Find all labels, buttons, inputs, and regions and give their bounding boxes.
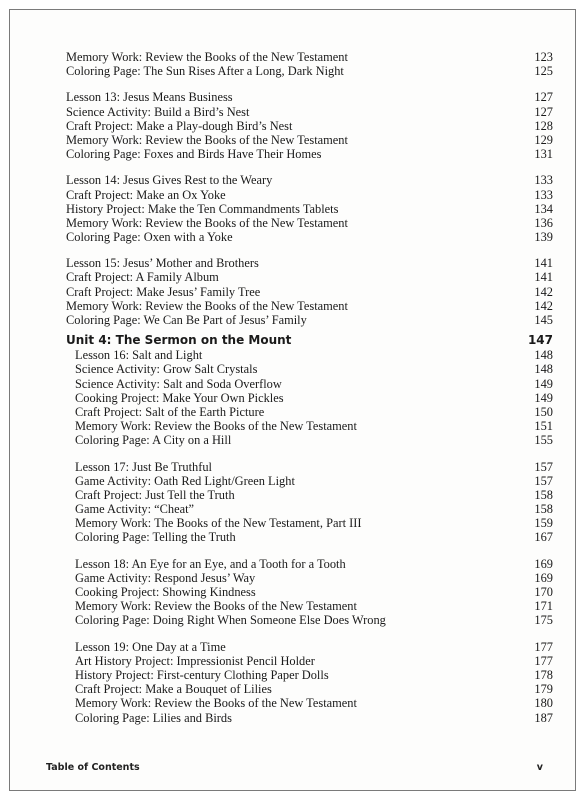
toc-entry-page: 145 [534, 313, 553, 327]
toc-entry [66, 460, 553, 474]
toc-entry-page: 177 [534, 653, 553, 668]
toc-entry-title: Memory Work: Review the Books of the New Testament [75, 696, 357, 711]
toc-entry [66, 348, 553, 362]
toc-entry [66, 391, 553, 405]
toc-entry-page: 159 [534, 516, 553, 531]
toc-entry-page: 142 [534, 298, 553, 313]
unit-heading-title: Unit 4: The Sermon on the Mount [66, 333, 292, 348]
toc-entry [66, 64, 553, 78]
toc-entry-title: Science Activity: Grow Salt Crystals [75, 362, 258, 377]
toc-entry-title: Science Activity: Build a Bird’s Nest [66, 104, 250, 119]
toc-entry [66, 668, 553, 682]
toc-entry-page: 155 [534, 433, 553, 448]
toc-entry-title: Craft Project: Salt of the Earth Picture [75, 404, 265, 419]
toc-entry-title: Memory Work: The Books of the New Testament, Part III [75, 516, 362, 531]
toc-entry-title: Lesson 16: Salt and Light [75, 348, 203, 363]
toc-entry [66, 313, 553, 327]
footer-page-number: v [536, 762, 543, 773]
toc-entry [66, 50, 553, 64]
toc-entry-title: Craft Project: Make a Bouquet of Lilies [75, 682, 272, 697]
toc-entry [66, 474, 553, 488]
toc-entry-title: Lesson 18: An Eye for an Eye, and a Tooth for a Tooth [75, 556, 346, 571]
toc-entry [66, 571, 553, 585]
toc-entry-page: 129 [534, 132, 553, 147]
toc-entry-title: Coloring Page: A City on a Hill [75, 433, 232, 448]
toc-entry [66, 299, 553, 313]
toc-entry-page: 167 [534, 530, 553, 545]
toc-entry-title: Craft Project: Make an Ox Yoke [66, 187, 226, 202]
toc-entry [66, 188, 553, 202]
toc-entry-title: Memory Work: Review the Books of the New Testament [66, 215, 348, 230]
toc-entry-title: Game Activity: Respond Jesus’ Way [75, 570, 256, 585]
toc-entry-page: 177 [534, 639, 553, 654]
toc-entry-title: Coloring Page: The Sun Rises After a Long, Dark Night [66, 64, 344, 79]
toc-entry-page: 158 [534, 502, 553, 517]
toc-entry [66, 405, 553, 419]
toc-entry [66, 230, 553, 244]
toc-entry [66, 147, 553, 161]
toc-entry-title: Cooking Project: Showing Kindness [75, 585, 256, 599]
toc-entry-page: 157 [534, 459, 553, 474]
toc-entry [66, 599, 553, 613]
toc-entry-title: Craft Project: Just Tell the Truth [75, 487, 235, 502]
toc-entry [66, 530, 553, 544]
unit-heading-page: 147 [527, 333, 553, 348]
toc-entry-title: Game Activity: Oath Red Light/Green Light [75, 473, 295, 488]
toc-entry-page: 178 [534, 667, 553, 682]
toc-entry [66, 119, 553, 133]
toc-entry-page: 158 [534, 487, 553, 502]
toc-entry-page: 127 [534, 90, 553, 105]
toc-entry [66, 285, 553, 299]
toc-entry [66, 711, 553, 725]
group-spacer [66, 244, 553, 256]
toc-entry-page: 125 [534, 64, 553, 79]
toc-entry [66, 640, 553, 654]
toc-entry-page: 139 [534, 230, 553, 245]
toc-entry-page: 127 [534, 104, 553, 119]
toc-entry-title: Coloring Page: Foxes and Birds Have Their Homes [66, 147, 322, 162]
toc-entry [66, 133, 553, 147]
toc-entry-title: Craft Project: Make Jesus’ Family Tree [66, 284, 261, 299]
toc-entry-page: 180 [534, 696, 553, 711]
toc-entry [66, 362, 553, 376]
group-spacer [66, 448, 553, 460]
toc-entry-title: Memory Work: Review the Books of the New Testament [75, 419, 357, 434]
toc-entry-title: Coloring Page: Oxen with a Yoke [66, 230, 233, 245]
toc-entry-page: 123 [534, 50, 553, 64]
toc-entry-title: Lesson 17: Just Be Truthful [75, 459, 213, 474]
toc-entry-page: 148 [534, 348, 553, 363]
toc-entry [66, 105, 553, 119]
toc-entry-title: Craft Project: Make a Play-dough Bird’s Nest [66, 118, 293, 133]
toc-entry-page: 150 [534, 404, 553, 419]
toc-entry-page: 149 [534, 376, 553, 391]
toc-entry [66, 516, 553, 530]
toc-entry-page: 148 [534, 362, 553, 377]
toc-entry [66, 613, 553, 627]
toc-entry-page: 151 [534, 419, 553, 434]
toc-entry [66, 557, 553, 571]
toc-entry [66, 696, 553, 710]
toc-entry [66, 173, 553, 187]
toc-entry-title: Lesson 15: Jesus’ Mother and Brothers [66, 256, 259, 271]
toc-entry-page: 133 [534, 187, 553, 202]
toc-entry-page: 133 [534, 173, 553, 188]
group-spacer [66, 161, 553, 173]
toc-entry-page: 170 [534, 585, 553, 599]
toc-entry-page: 175 [534, 613, 553, 628]
toc-entry-page: 131 [534, 147, 553, 162]
toc-entry [66, 502, 553, 516]
toc-entry-title: Memory Work: Review the Books of the New Testament [75, 599, 357, 614]
toc-entry [66, 654, 553, 668]
toc-entry [66, 90, 553, 104]
toc-entry [66, 419, 553, 433]
footer-section-title: Table of Contents [46, 762, 140, 773]
toc-entry [66, 488, 553, 502]
toc-entry-title: Memory Work: Review the Books of the New Testament [66, 50, 348, 64]
toc-entry-title: Coloring Page: Lilies and Birds [75, 710, 232, 725]
page-footer [46, 762, 543, 773]
toc-entry-page: 142 [534, 284, 553, 299]
toc-entry-page: 149 [534, 390, 553, 405]
toc-entry-page: 169 [534, 556, 553, 571]
toc-entry-title: Science Activity: Salt and Soda Overflow [75, 376, 282, 391]
toc-entry [66, 216, 553, 230]
toc-entry-page: 187 [534, 710, 553, 725]
toc-entry [66, 585, 553, 599]
toc-entry-title: Art History Project: Impressionist Pencil Holder [75, 653, 315, 668]
toc-entry [66, 682, 553, 696]
toc-entry-title: Memory Work: Review the Books of the New Testament [66, 298, 348, 313]
toc-entry-title: Lesson 13: Jesus Means Business [66, 90, 233, 105]
toc-entry-title: Lesson 14: Jesus Gives Rest to the Weary [66, 173, 273, 188]
toc-entry-page: 171 [534, 599, 553, 614]
group-spacer [66, 545, 553, 557]
toc-entry-title: History Project: Make the Ten Commandments Tablets [66, 201, 339, 216]
toc-entry-title: Game Activity: “Cheat” [75, 502, 195, 517]
toc-entry-title: Memory Work: Review the Books of the New Testament [66, 132, 348, 147]
group-spacer [66, 628, 553, 640]
toc-entry-title: Lesson 19: One Day at a Time [75, 639, 226, 654]
toc-entry-title: Coloring Page: Telling the Truth [75, 530, 236, 545]
toc-entry-title: Cooking Project: Make Your Own Pickles [75, 390, 284, 405]
toc-entry-page: 136 [534, 215, 553, 230]
toc-entry-page: 141 [534, 270, 553, 285]
toc-entry-title: Coloring Page: Doing Right When Someone Else Does Wrong [75, 613, 386, 628]
toc-entry-page: 179 [534, 682, 553, 697]
toc-entry-title: Coloring Page: We Can Be Part of Jesus’ Family [66, 313, 307, 327]
toc-entry [66, 433, 553, 447]
toc-entry [66, 202, 553, 216]
toc-entry [66, 377, 553, 391]
toc-entry-page: 169 [534, 570, 553, 585]
unit-heading [66, 332, 553, 348]
table-of-contents [66, 50, 553, 725]
toc-entry-page: 157 [534, 473, 553, 488]
toc-entry [66, 270, 553, 284]
toc-entry-page: 141 [534, 256, 553, 271]
toc-entry-page: 128 [534, 118, 553, 133]
group-spacer [66, 78, 553, 90]
toc-entry-title: History Project: First-century Clothing Paper Dolls [75, 667, 329, 682]
toc-entry [66, 256, 553, 270]
toc-entry-page: 134 [534, 201, 553, 216]
book-page [9, 9, 576, 791]
toc-entry-title: Craft Project: A Family Album [66, 270, 219, 285]
